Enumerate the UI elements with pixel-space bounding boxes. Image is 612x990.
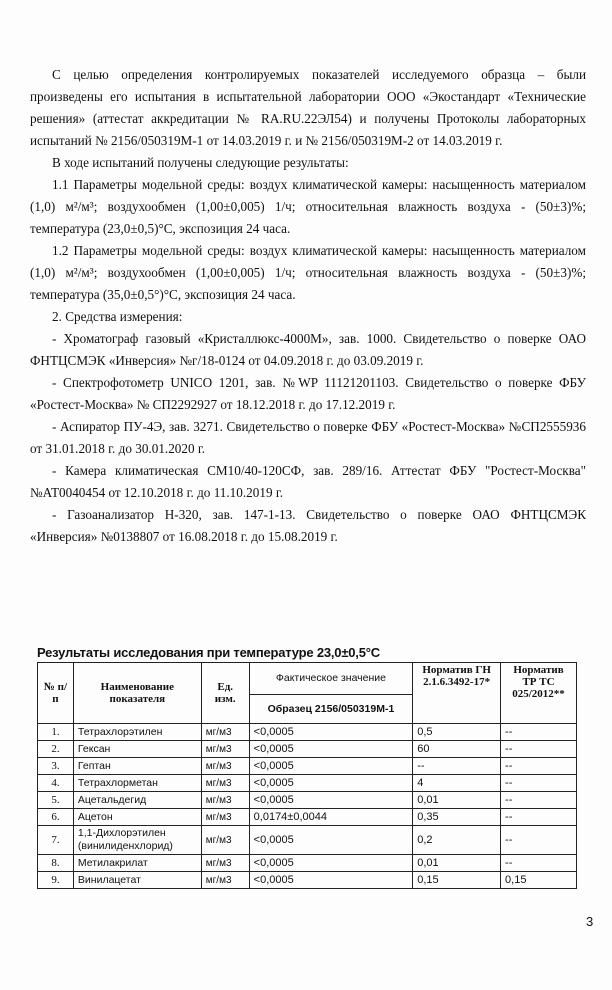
cell-name: Тетрахлорметан [73, 775, 201, 792]
cell-trts: -- [501, 775, 577, 792]
cell-num: 9. [38, 872, 74, 889]
header-actual: Фактическое значение [249, 663, 413, 695]
cell-value: <0,0005 [249, 872, 413, 889]
paragraph-chromatograph: - Хроматограф газовый «Кристаллюкс-4000М», зав. 1000. Свидетельство о поверке ОАО ФНТЦСМЭК «Инверсия» №г/18-0124 от 04.09.2018 г. до 03.09.2019 г. [30, 331, 586, 368]
cell-trts: -- [501, 792, 577, 809]
cell-num: 3. [38, 758, 74, 775]
cell-name: Метилакрилат [73, 855, 201, 872]
table-row [38, 872, 577, 889]
header-name: Наименование показателя [73, 663, 201, 724]
cell-gn: 0,5 [413, 724, 501, 741]
results-table [37, 662, 577, 889]
cell-value: <0,0005 [249, 855, 413, 872]
paragraph-gas-analyzer: - Газоанализатор Н-320, зав. 147-1-13. Свидетельство о поверке ОАО ФНТЦСМЭК «Инверсия» №0138807 от 16.08.2018 г. до 15.08.2019 г. [30, 507, 586, 544]
table-row [38, 809, 577, 826]
cell-unit: мг/м3 [201, 872, 249, 889]
cell-unit: мг/м3 [201, 741, 249, 758]
cell-trts: -- [501, 758, 577, 775]
cell-gn: 0,35 [413, 809, 501, 826]
table-row [38, 855, 577, 872]
cell-num: 6. [38, 809, 74, 826]
cell-unit: мг/м3 [201, 826, 249, 855]
table-row [38, 826, 577, 855]
cell-unit: мг/м3 [201, 724, 249, 741]
cell-gn: 0,01 [413, 855, 501, 872]
cell-name: Гептан [73, 758, 201, 775]
cell-gn: -- [413, 758, 501, 775]
cell-trts: -- [501, 826, 577, 855]
cell-trts: -- [501, 809, 577, 826]
cell-trts: 0,15 [501, 872, 577, 889]
header-sample: Образец 2156/050319М-1 [249, 694, 413, 723]
cell-gn: 60 [413, 741, 501, 758]
cell-num: 8. [38, 855, 74, 872]
cell-num: 1. [38, 724, 74, 741]
cell-value: <0,0005 [249, 724, 413, 741]
body-text [30, 64, 586, 548]
table-row [38, 724, 577, 741]
paragraph-results-intro: В ходе испытаний получены следующие результаты: [52, 155, 349, 170]
cell-name: Ацетон [73, 809, 201, 826]
paragraph-climate-chamber: - Камера климатическая СМ10/40-120СФ, зав. 289/16. Аттестат ФБУ "Ростест-Москва" №АТ0040454 от 12.10.2018 г. до 11.10.2019 г. [30, 463, 586, 500]
cell-name: Винилацетат [73, 872, 201, 889]
table-row [38, 792, 577, 809]
cell-gn: 0,01 [413, 792, 501, 809]
table-title: Результаты исследования при температуре 23,0±0,5°С [37, 645, 380, 660]
cell-gn: 0,15 [413, 872, 501, 889]
cell-unit: мг/м3 [201, 855, 249, 872]
paragraph-params-1-1: 1.1 Параметры модельной среды: воздух климатической камеры: насыщенность материалом (1,0) м²/м³; воздухообмен (1,00±0,005) 1/ч; относительная влажность воздуха - (50±3)%; температура (23,0±0,5)°С, экспозиция 24 часа. [30, 177, 586, 236]
cell-num: 4. [38, 775, 74, 792]
paragraph-intro: С целью определения контролируемых показателей исследуемого образца – были произведены его испытания в испытательной лаборатории ООО «Экостандарт «Технические решения» (аттестат аккредитации № RA.RU.22ЭЛ54) и получены Протоколы лабораторных испытаний № 2156/050319М-1 от 14.03.2019 г. и № 2156/050319М-2 от 14.03.2019 г. [30, 67, 586, 148]
paragraph-aspirator: - Аспиратор ПУ-4Э, зав. 3271. Свидетельство о поверке ФБУ «Ростест-Москва» №СП2555936 от 31.01.2018 г. до 30.01.2020 г. [30, 419, 586, 456]
cell-value: <0,0005 [249, 741, 413, 758]
paragraph-instruments-heading: 2. Средства измерения: [52, 309, 183, 324]
cell-num: 7. [38, 826, 74, 855]
header-num: № п/п [38, 663, 74, 724]
page-number: 3 [586, 914, 594, 929]
table-row [38, 741, 577, 758]
cell-unit: мг/м3 [201, 809, 249, 826]
cell-value: <0,0005 [249, 758, 413, 775]
cell-name: Гексан [73, 741, 201, 758]
cell-name: Ацетальдегид [73, 792, 201, 809]
paragraph-params-1-2: 1.2 Параметры модельной среды: воздух климатической камеры: насыщенность материалом (1,0) м²/м³; воздухообмен (1,00±0,005) 1/ч; относительная влажность воздуха - (50±3)%; температура (35,0±0,5°)°С, экспозиция 24 часа. [30, 243, 586, 302]
cell-trts: -- [501, 855, 577, 872]
cell-unit: мг/м3 [201, 758, 249, 775]
paragraph-spectrophotometer: - Спектрофотометр UNICO 1201, зав. №WP 11121201103. Свидетельство о поверке ФБУ «Ростест-Москва» № СП2292927 от 18.12.2018 г. до 17.12.2019 г. [30, 375, 586, 412]
cell-unit: мг/м3 [201, 792, 249, 809]
cell-name: 1,1-Дихлорэтилен (винилиденхлорид) [73, 826, 201, 855]
table-row [38, 775, 577, 792]
header-trts: Норматив ТР ТС 025/2012** [501, 663, 577, 724]
cell-gn: 0,2 [413, 826, 501, 855]
cell-trts: -- [501, 724, 577, 741]
header-unit: Ед. изм. [201, 663, 249, 724]
cell-num: 2. [38, 741, 74, 758]
cell-value: 0,0174±0,0044 [249, 809, 413, 826]
table-header-row [38, 663, 577, 695]
header-gn: Норматив ГН 2.1.6.3492-17* [413, 663, 501, 724]
cell-value: <0,0005 [249, 775, 413, 792]
cell-trts: -- [501, 741, 577, 758]
cell-gn: 4 [413, 775, 501, 792]
cell-num: 5. [38, 792, 74, 809]
cell-name: Тетрахлорэтилен [73, 724, 201, 741]
cell-value: <0,0005 [249, 826, 413, 855]
cell-unit: мг/м3 [201, 775, 249, 792]
cell-value: <0,0005 [249, 792, 413, 809]
table-row [38, 758, 577, 775]
